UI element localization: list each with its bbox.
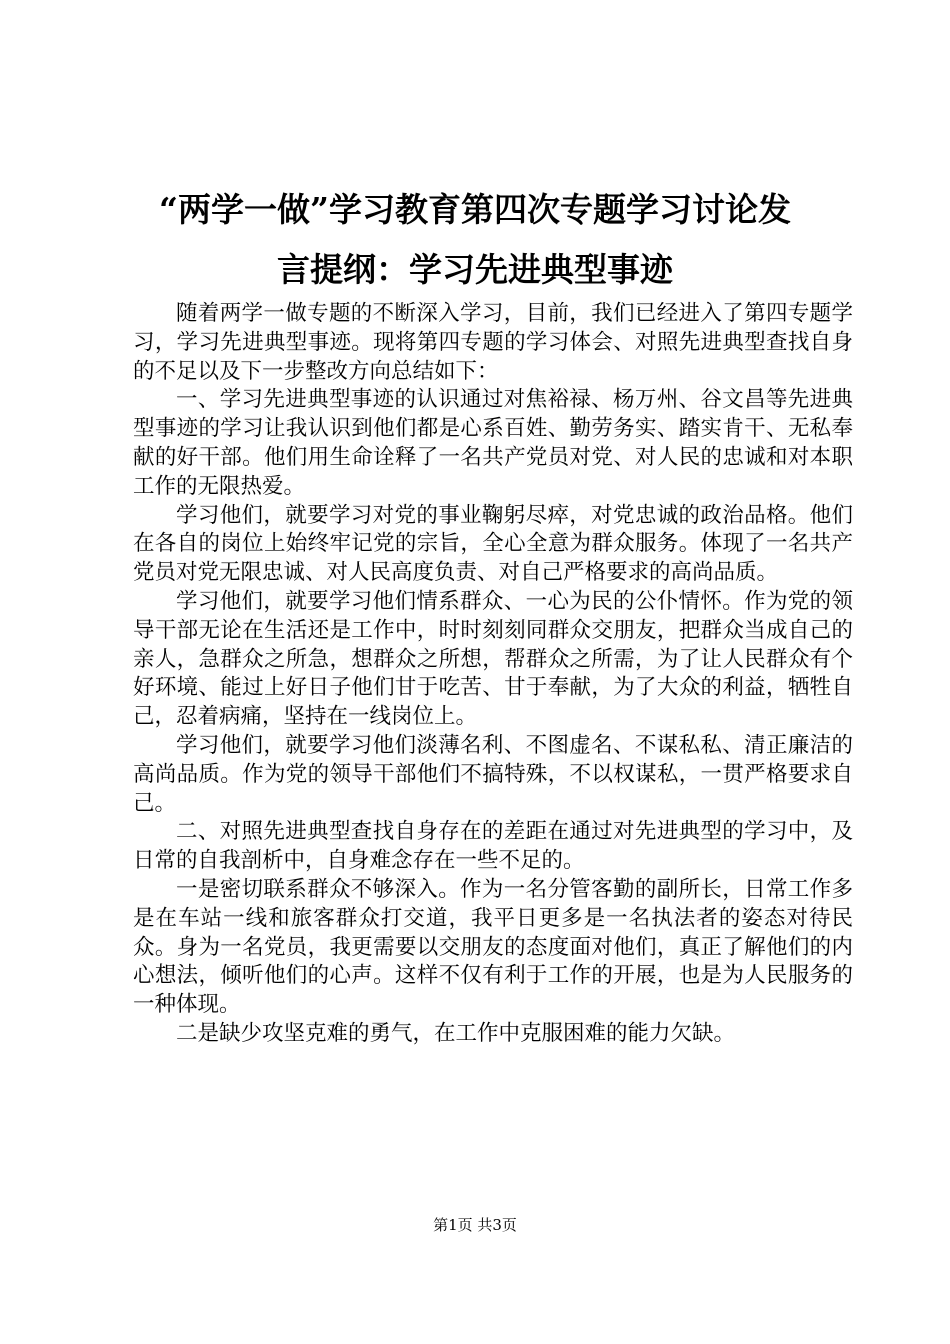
paragraph: 随着两学一做专题的不断深入学习，目前，我们已经进入了第四专题学习，学习先进典型事迹。现将第四专题的学习体会、对照先进典型查找自身的不足以及下一步整改方向总结如下： [133, 301, 853, 384]
paragraph: 一、学习先进典型事迹的认识通过对焦裕禄、杨万州、谷文昌等先进典型事迹的学习让我认识到他们都是心系百姓、勤劳务实、踏实肯干、无私奉献的好干部。他们用生命诠释了一名共产党员对党、对人民的忠诚和对本职工作的无限热爱。 [133, 387, 853, 499]
document-title-line-1: “两学一做”学习教育第四次专题学习讨论发 [159, 190, 791, 229]
document-title-line-2: 言提纲：学习先进典型事迹 [277, 250, 673, 289]
page-number-footer: 第1页 共3页 [433, 1216, 517, 1234]
paragraph: 学习他们，就要学习他们淡薄名利、不图虚名、不谋私私、清正廉洁的高尚品质。作为党的领导干部他们不搞特殊，不以权谋私，一贯严格要求自己。 [133, 732, 853, 816]
paragraph: 学习他们，就要学习他们情系群众、一心为民的公仆情怀。作为党的领导干部无论在生活还是工作中，时时刻刻同群众交朋友，把群众当成自己的亲人，急群众之所急，想群众之所想，帮群众之所需，为了让人民群众有个好环境、能过上好日子他们甘于吃苦、甘于奉献，为了大众的利益，牺牲自己，忍着病痛，坚持在一线岗位上。 [133, 588, 853, 730]
document-body [133, 300, 853, 1049]
paragraph: 学习他们，就要学习对党的事业鞠躬尽瘁，对党忠诚的政治品格。他们在各自的岗位上始终牢记党的宗旨，全心全意为群众服务。体现了一名共产党员对党无限忠诚、对人民高度负责、对自己严格要求的高尚品质。 [133, 502, 853, 586]
paragraph: 二是缺少攻坚克难的勇气，在工作中克服困难的能力欠缺。 [176, 1020, 736, 1046]
paragraph: 一是密切联系群众不够深入。作为一名分管客勤的副所长，日常工作多是在车站一线和旅客群众打交道，我平日更多是一名执法者的姿态对待民众。身为一名党员，我更需要以交朋友的态度面对他们，真正了解他们的内心想法，倾听他们的心声。这样不仅有利于工作的开展，也是为人民服务的一种体现。 [133, 876, 853, 1018]
paragraph: 二、对照先进典型查找自身存在的差距在通过对先进典型的学习中，及日常的自我剖析中，自身难念存在一些不足的。 [133, 819, 853, 874]
